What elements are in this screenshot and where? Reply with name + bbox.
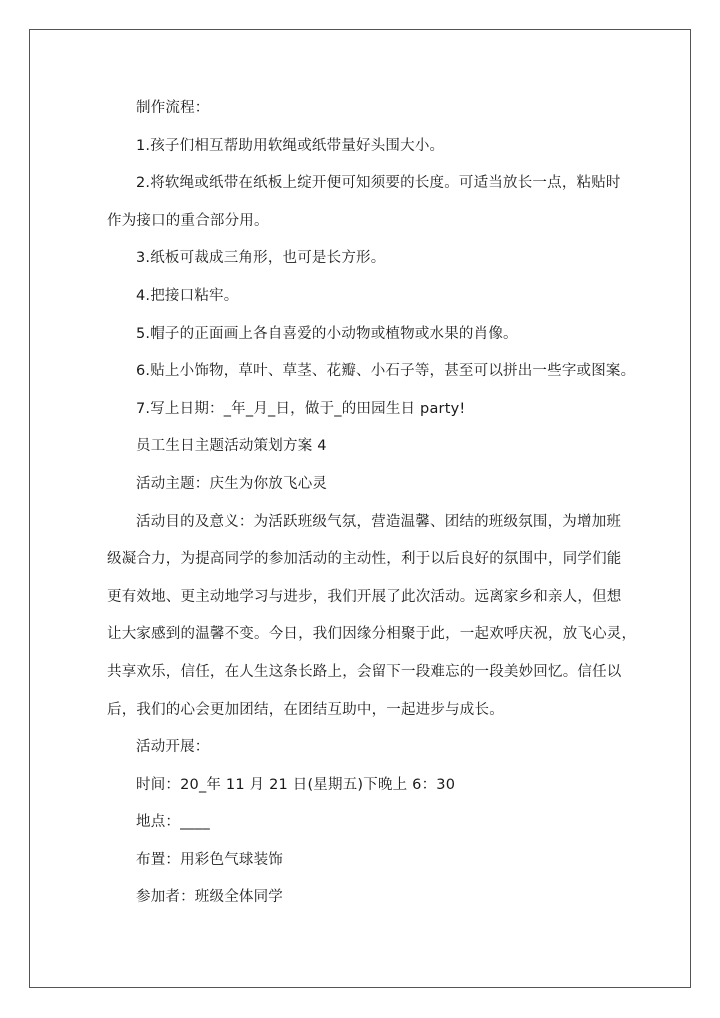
document-body (107, 90, 637, 917)
step-1: 1.孩子们相互帮助用软绳或纸带量好头围大小。 (136, 137, 445, 154)
event-time: 时间：20_年 11 月 21 日(星期五)下晚上 6：30 (136, 776, 456, 793)
step-2-continued: 作为接口的重合部分用。 (107, 212, 269, 229)
activity-execution-heading: 活动开展： (136, 739, 210, 756)
event-location: 地点：____ (136, 814, 210, 831)
step-4: 4.把接口粘牢。 (136, 287, 239, 304)
purpose-paragraph-line: 后，我们的心会更加团结，在团结互助中，一起进步与成长。 (107, 701, 504, 718)
purpose-paragraph-line: 更有效地、更主动地学习与进步，我们开展了此次活动。远离家乡和亲人，但想 (107, 588, 622, 605)
purpose-paragraph-line: 活动目的及意义：为活跃班级气氛，营造温馨、团结的班级氛围，为增加班 (136, 513, 622, 530)
event-participants: 参加者：班级全体同学 (136, 889, 283, 906)
step-2: 2.将软绳或纸带在纸板上绽开便可知须要的长度。可适当放长一点，粘贴时 (136, 175, 621, 192)
step-7: 7.写上日期：_年_月_日，做于_的田园生日 party! (136, 400, 466, 417)
section-title: 员工生日主题活动策划方案 4 (136, 438, 327, 455)
process-heading: 制作流程： (136, 100, 210, 116)
step-3: 3.纸板可裁成三角形，也可是长方形。 (136, 250, 386, 267)
event-decoration: 布置：用彩色气球装饰 (136, 851, 283, 868)
step-5: 5.帽子的正面画上各自喜爱的小动物或植物或水果的肖像。 (136, 325, 518, 342)
purpose-paragraph-line: 让大家感到的温馨不变。今日，我们因缘分相聚于此，一起欢呼庆祝，放飞心灵， (107, 626, 637, 643)
purpose-paragraph-line: 级凝合力，为提高同学的参加活动的主动性，利于以后良好的氛围中，同学们能 (107, 551, 622, 568)
activity-theme: 活动主题：庆生为你放飞心灵 (136, 475, 328, 492)
step-6: 6.贴上小饰物，草叶、草茎、花瓣、小石子等，甚至可以拼出一些字或图案。 (136, 363, 636, 380)
purpose-paragraph-line: 共享欢乐，信任，在人生这条长路上，会留下一段难忘的一段美妙回忆。信任以 (107, 663, 622, 680)
